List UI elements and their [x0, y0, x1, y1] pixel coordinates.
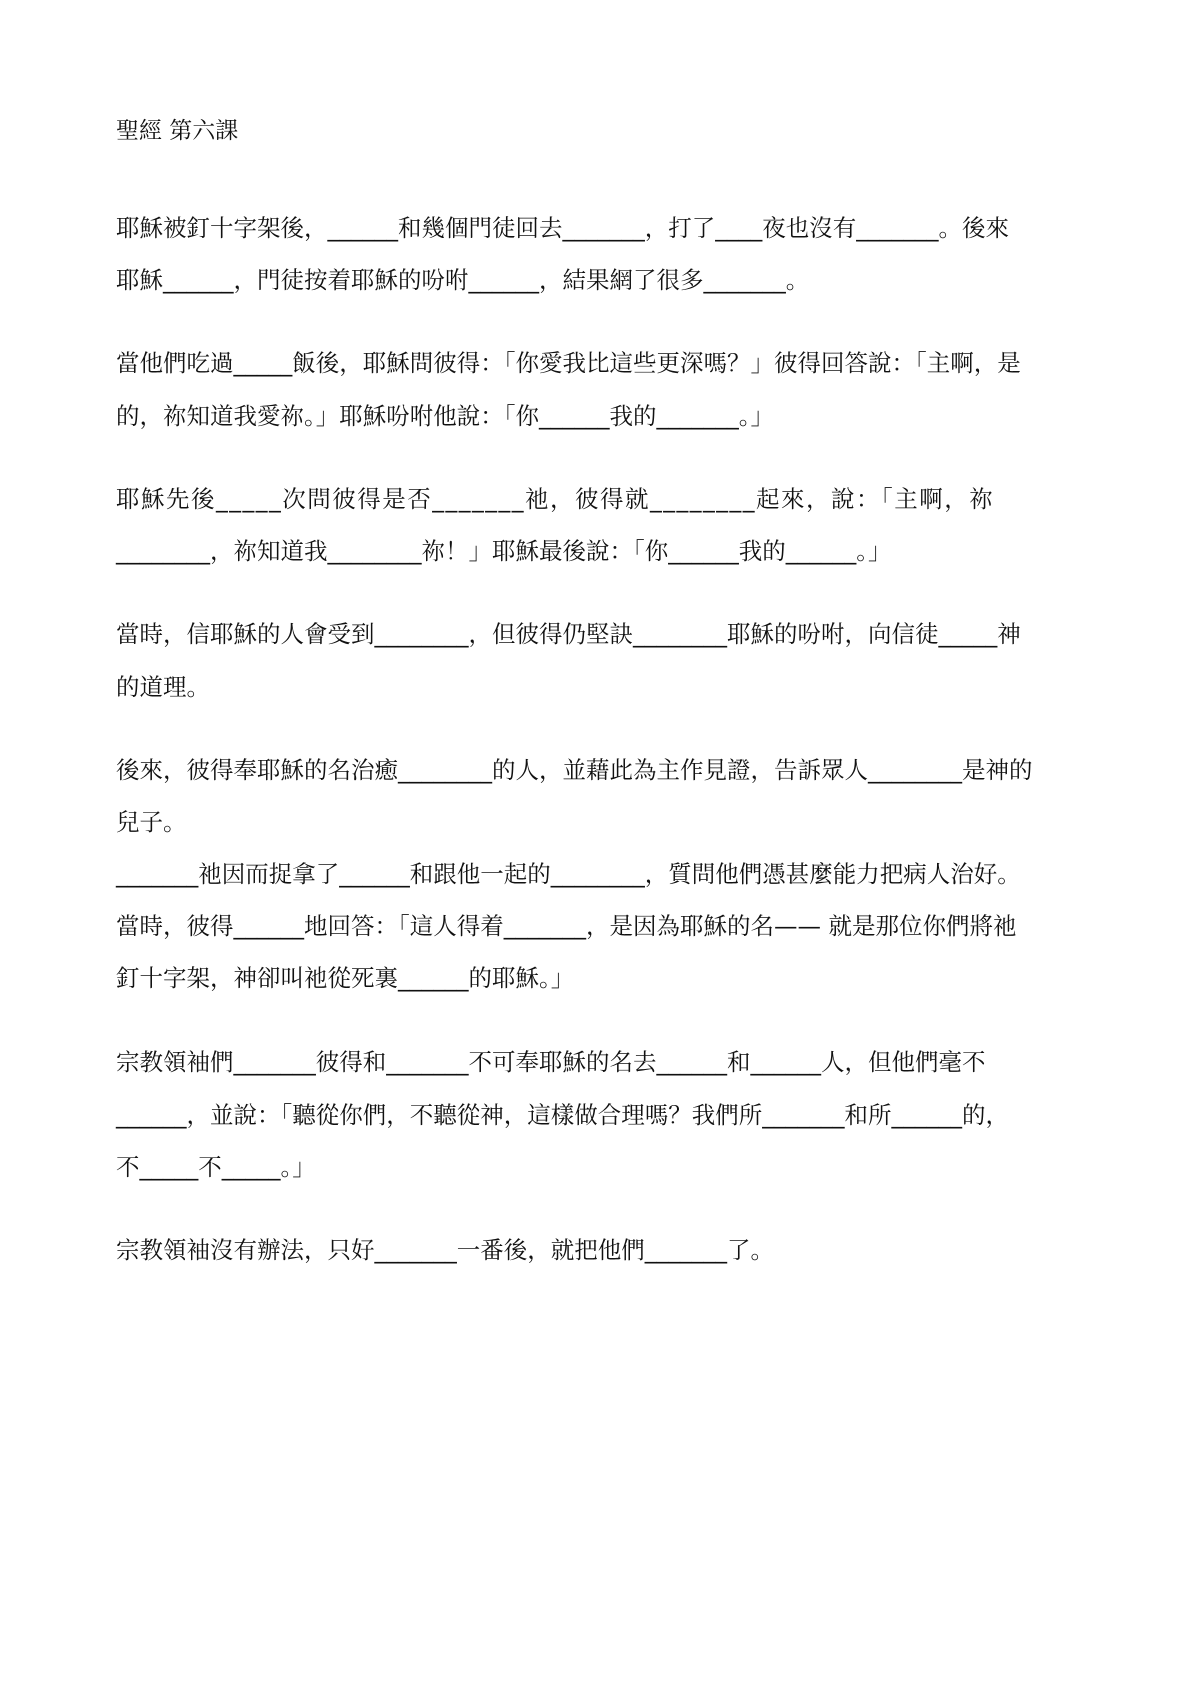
text-line-5: 耶穌先後_____次問彼得是否_______祂，彼得就________起來，說：「主啊，祢: [116, 485, 995, 513]
text-line-16: 不_____不_____。」: [116, 1153, 316, 1181]
text-line-9: 後來，彼得奉耶穌的名治癒________的人，並藉此為主作見證，告訴眾人________是神的: [116, 756, 1033, 784]
text-line-6: ________，祢知道我________祢！」耶穌最後說：「你______我的______。」: [116, 537, 892, 565]
text-line-14: 宗教領袖們_______彼得和_______不可奉耶穌的名去______和______人，但他們毫不: [116, 1048, 986, 1076]
text-line-4: 的，祢知道我愛祢。」耶穌吩咐他說：「你______我的_______。」: [116, 402, 774, 430]
text-line-2: 耶穌______，門徒按着耶穌的吩咐______，結果網了很多_______。: [116, 266, 810, 294]
text-line-7: 當時，信耶穌的人會受到________，但彼得仍堅訣________耶穌的吩咐，向信徒_____神: [116, 620, 1021, 648]
text-line-10: 兒子。: [116, 808, 187, 836]
text-line-15: ______，並說：「聽從你們，不聽從神，這樣做合理嗎？我們所_______和所______的，: [116, 1101, 1009, 1129]
text-line-11: _______祂因而捉拿了______和跟他一起的________，質問他們憑甚麼能力把病人治好。: [116, 860, 1021, 888]
text-line-12: 當時，彼得______地回答：「這人得着_______，是因為耶穌的名—— 就是那位你們將祂: [116, 912, 1017, 940]
text-line-3: 當他們吃過_____飯後，耶穌問彼得：「你愛我比這些更深嗎？」彼得回答說：「主啊，是: [116, 349, 1021, 377]
text-line-17: 宗教領袖沒有辦法，只好_______一番後，就把他們_______了。: [116, 1236, 774, 1264]
text-line-1: 耶穌被釘十字架後，______和幾個門徒回去_______，打了____夜也沒有_______。後來: [116, 214, 1009, 242]
page-title: 聖經 第六課: [116, 118, 239, 144]
text-line-13: 釘十字架，神卻叫祂從死裏______的耶穌。」: [116, 964, 575, 992]
text-line-8: 的道理。: [116, 673, 210, 701]
